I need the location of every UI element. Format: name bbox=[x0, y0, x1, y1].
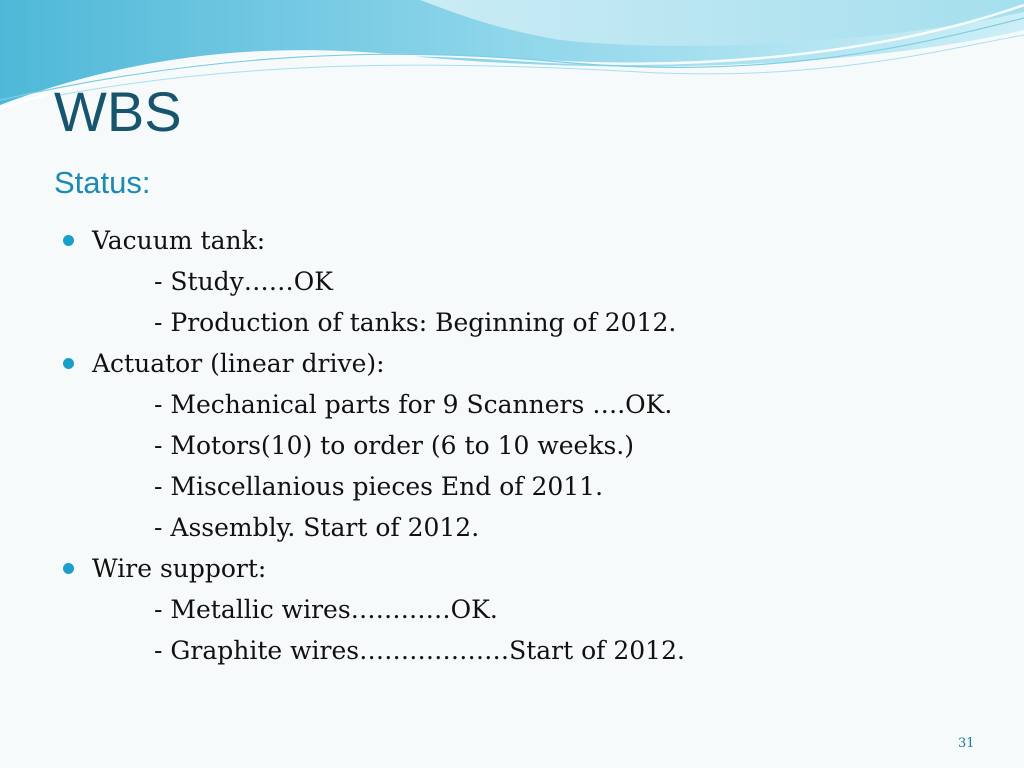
heading-text: Vacuum tank: bbox=[92, 226, 266, 255]
list-item: - Study……OK bbox=[154, 267, 333, 296]
section-heading-wire-support bbox=[60, 548, 1000, 589]
bullet-icon bbox=[63, 358, 74, 369]
section-heading-vacuum-tank bbox=[60, 220, 1000, 261]
list-item: - Metallic wires…………OK. bbox=[154, 595, 498, 624]
bullet-icon bbox=[63, 235, 74, 246]
page-number: 31 bbox=[958, 736, 975, 751]
slide-title: WBS bbox=[54, 80, 182, 143]
list-item: - Production of tanks: Beginning of 2012. bbox=[154, 308, 677, 337]
bullet-icon bbox=[63, 563, 74, 574]
list-item: - Motors(10) to order (6 to 10 weeks.) bbox=[154, 431, 635, 460]
status-list bbox=[60, 220, 1000, 671]
list-item: - Assembly. Start of 2012. bbox=[154, 513, 480, 542]
list-item: - Graphite wires………………Start of 2012. bbox=[154, 636, 685, 665]
heading-text: Actuator (linear drive): bbox=[92, 349, 385, 378]
slide-subtitle: Status: bbox=[54, 165, 151, 200]
list-item: - Miscellanious pieces End of 2011. bbox=[154, 472, 604, 501]
list-item: - Mechanical parts for 9 Scanners ….OK. bbox=[154, 390, 673, 419]
section-heading-actuator bbox=[60, 343, 1000, 384]
heading-text: Wire support: bbox=[92, 554, 267, 583]
